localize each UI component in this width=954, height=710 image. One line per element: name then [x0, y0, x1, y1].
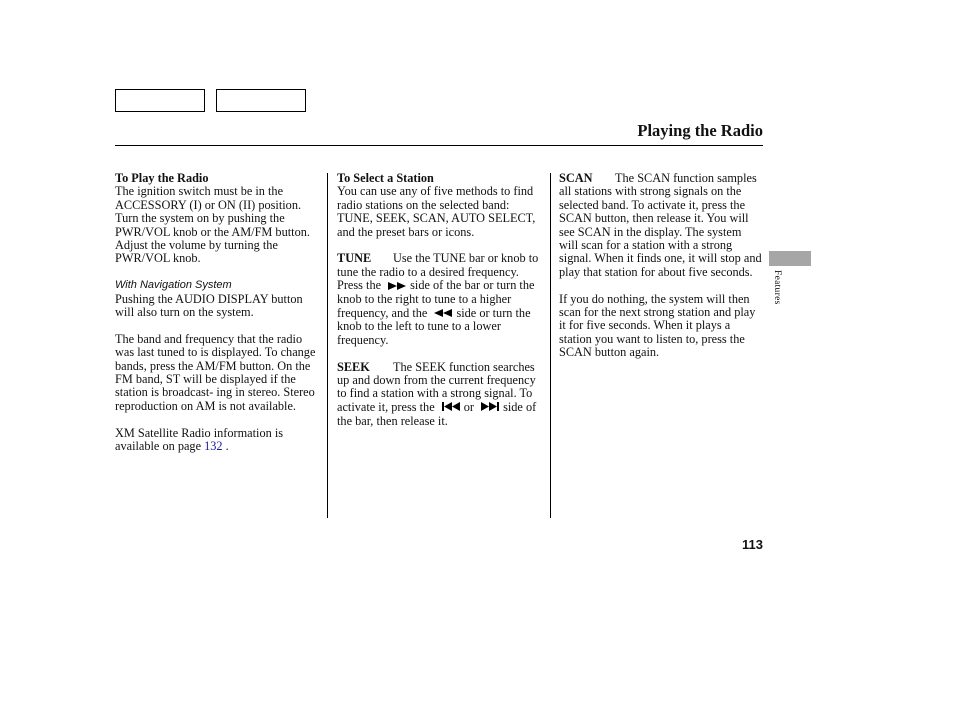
navigation-note: With Navigation System [115, 279, 232, 292]
tune-text-c: side or turn the knob to the left to tune to a lower frequency. [337, 305, 531, 347]
tune-text-a: Use the TUNE bar or knob to tune the radio to a desired frequency. Press the [337, 251, 539, 293]
section-label: Features [772, 270, 782, 305]
seek-paragraph [337, 361, 545, 429]
rewind-icon [434, 307, 452, 320]
scan-paragraph [559, 172, 763, 279]
section-tab [769, 251, 811, 266]
column-play-radio [115, 172, 323, 453]
paragraph: Pushing the AUDIO DISPLAY button will also turn on the system. [115, 291, 303, 320]
nav-button-next[interactable] [216, 89, 306, 112]
column-select-station [337, 172, 545, 428]
tune-text-b: side of the bar or turn the knob to the right to tune to a higher frequency, and the [337, 278, 535, 320]
scan-text: The SCAN function samples all stations with strong signals on the selected band. To activate it, press the SCAN button, then release it. You will see SCAN in the display. The system will scan for a station with a strong signal. When it finds one, it will stop and play that station for about five seconds. [559, 171, 762, 279]
seek-text-a: The SEEK function searches up and down from the current frequency to find a station with a strong signal. To activate it, press the [337, 359, 536, 414]
section-heading: To Select a Station [337, 171, 434, 185]
paragraph: You can use any of five methods to find radio stations on the selected band: TUNE, SEEK, SCAN, AUTO SELECT, and the preset bars or icons. [337, 184, 536, 239]
tune-paragraph [337, 252, 545, 347]
nav-button-previous[interactable] [115, 89, 205, 112]
seek-term: SEEK [337, 359, 370, 374]
paragraph [115, 427, 323, 454]
skip-back-icon [442, 401, 460, 414]
period: . [225, 439, 229, 454]
fast-forward-icon [388, 280, 406, 293]
xm-info-text: XM Satellite Radio information is available on page [115, 425, 284, 454]
seek-text-b: side of the bar, then release it. [337, 399, 537, 428]
scan-term: SCAN [559, 171, 593, 185]
section-heading: To Play the Radio [115, 171, 209, 185]
page-link[interactable]: 132 [204, 439, 223, 454]
page-title: Playing the Radio [637, 121, 763, 140]
page-number: 113 [742, 537, 763, 552]
column-divider [327, 173, 328, 518]
skip-forward-icon [481, 401, 499, 414]
column-scan [559, 172, 763, 360]
paragraph: The band and frequency that the radio was last tuned to is displayed. To change bands, press the AM/FM button. On the FM band, ST will be displayed if the station is broadcast- ing in stereo. Stereo reproduction on AM is not available. [115, 331, 316, 413]
tune-term: TUNE [337, 251, 372, 266]
paragraph: The ignition switch must be in the ACCESSORY (I) or ON (II) position. Turn the system on by pushing the PWR/VOL knob or the AM/FM button. Adjust the volume by turning the PWR/VOL knob. [115, 184, 310, 266]
paragraph: If you do nothing, the system will then scan for the next strong station and play it for five seconds. When it plays a station you want to listen to, press the SCAN button again. [559, 291, 756, 360]
seek-or: or [463, 399, 474, 414]
column-divider [550, 173, 551, 518]
header-rule [115, 145, 763, 146]
